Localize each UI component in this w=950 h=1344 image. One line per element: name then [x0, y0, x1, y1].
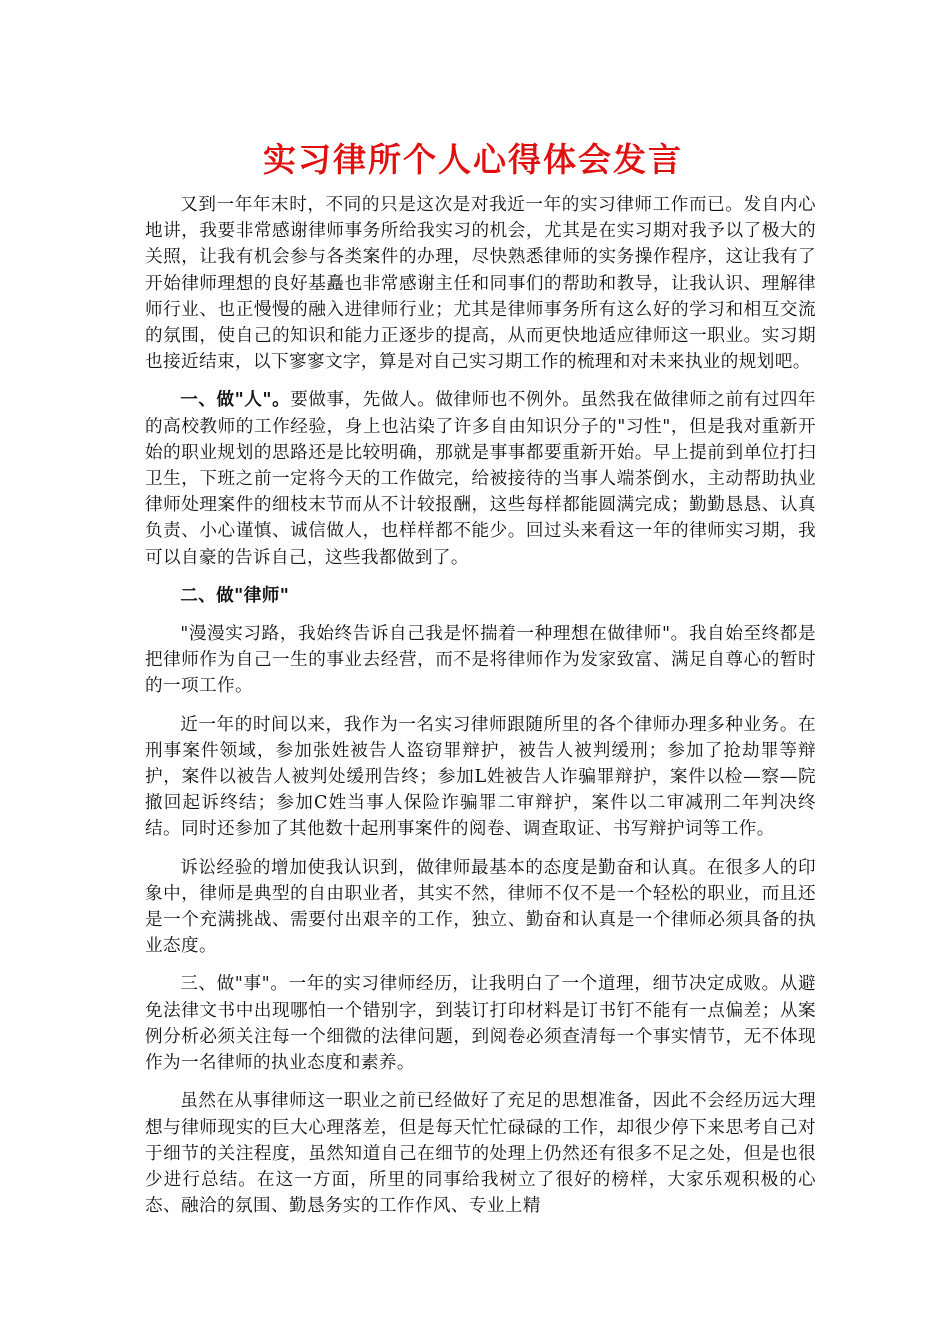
paragraph-text: 又到一年年末时，不同的只是这次是对我近一年的实习律师工作而已。发自内心地讲，我要非常感谢律师事务所给我实习的机会，尤其是在实习期对我予以了极大的关照，让我有机会参与各类案件的办理，尽快熟悉律师的实务操作程序，这让我有了开始律师理想的良好基矗也非常感谢主任和同事们的帮助和教导，让我认识、理解律师行业、也正慢慢的融入进律师行业；尤其是律师事务所有这么好的学习和相互交流的氛围，使自己的知识和能力正逐步的提高，从而更快地适应律师这一职业。实习期也接近结束，以下寥寥文字，算是对自己实习期工作的梳理和对未来执业的规划吧。 — [145, 195, 816, 373]
document-title: 实习律所个人心得体会发言 — [263, 140, 683, 179]
section-heading-one: 一、做"人"。 — [180, 389, 291, 411]
paragraph-section-one — [145, 387, 816, 570]
paragraph-intro — [145, 192, 816, 375]
paragraph-text: 要做事，先做人。做律师也不例外。虽然我在做律师之前有过四年的高校教师的工作经验，身上也沾染了许多自由知识分子的"习性"，但是我对重新开始的职业规划的思路还是比较明确，那就是事事都要重新开始。早上提前到单位打扫卫生，下班之前一定将今天的工作做完，给被接待的当事人端茶倒水，主动帮助执业律师处理案件的细枝末节而从不计较报酬，这些每样都能圆满完成；勤勤恳恳、认真负责、小心谨慎、诚信做人，也样样都不能少。回过头来看这一年的律师实习期，我可以自豪的告诉自己，这些我都做到了。 — [145, 390, 816, 568]
paragraph-text: 诉讼经验的增加使我认识到，做律师最基本的态度是勤奋和认真。在很多人的印象中，律师是典型的自由职业者，其实不然，律师不仅不是一个轻松的职业，而且还是一个充满挑战、需要付出艰辛的工作，独立、勤奋和认真是一个律师必须具备的执业态度。 — [145, 857, 816, 957]
section-heading-two: 二、做"律师" — [180, 584, 290, 606]
paragraph-text: "漫漫实习路，我始终告诉自己我是怀揣着一种理想在做律师"。我自始至终都是把律师作为自己一生的事业去经营，而不是将律师作为发家致富、满足自尊心的暂时的一项工作。 — [145, 624, 816, 697]
paragraph-section-three — [145, 971, 816, 1076]
paragraph-details — [145, 1088, 816, 1219]
paragraph-text: 虽然在从事律师这一职业之前已经做好了充足的思想准备，因此不会经历远大理想与律师现实的巨大心理落差，但是每天忙忙碌碌的工作，却很少停下来思考自己对于细节的关注程度，虽然知道自己在细节的处理上仍然还有很多不足之处，但是也很少进行总结。在这一方面，所里的同事给我树立了很好的榜样，大家乐观积极的心态、融洽的氛围、勤恳务实的工作作风、专业上精 — [145, 1091, 816, 1217]
paragraph-attitude — [145, 855, 816, 960]
paragraph-cases — [145, 712, 816, 843]
paragraph-text: 三、做"事"。一年的实习律师经历，让我明白了一个道理，细节决定成败。从避免法律文书中出现哪怕一个错别字，到装订打印材料是订书钉不能有一点偏差；从案例分析必须关注每一个细微的法律问题，到阅卷必须查清每一个事实情节，无不体现作为一名律师的执业态度和素养。 — [145, 974, 816, 1074]
paragraph-quote — [145, 621, 816, 700]
paragraph-text: 近一年的时间以来，我作为一名实习律师跟随所里的各个律师办理多种业务。在刑事案件领域，参加张姓被告人盗窃罪辩护，被告人被判缓刑；参加了抢劫罪等辩护，案件以被告人被判处缓刑告终；参加L姓被告人诈骗罪辩护，案件以检—察—院撤回起诉终结；参加C姓当事人保险诈骗罪二审辩护，案件以二审减刑二年判决终结。同时还参加了其他数十起刑事案件的阅卷、调查取证、书写辩护词等工作。 — [145, 714, 816, 840]
